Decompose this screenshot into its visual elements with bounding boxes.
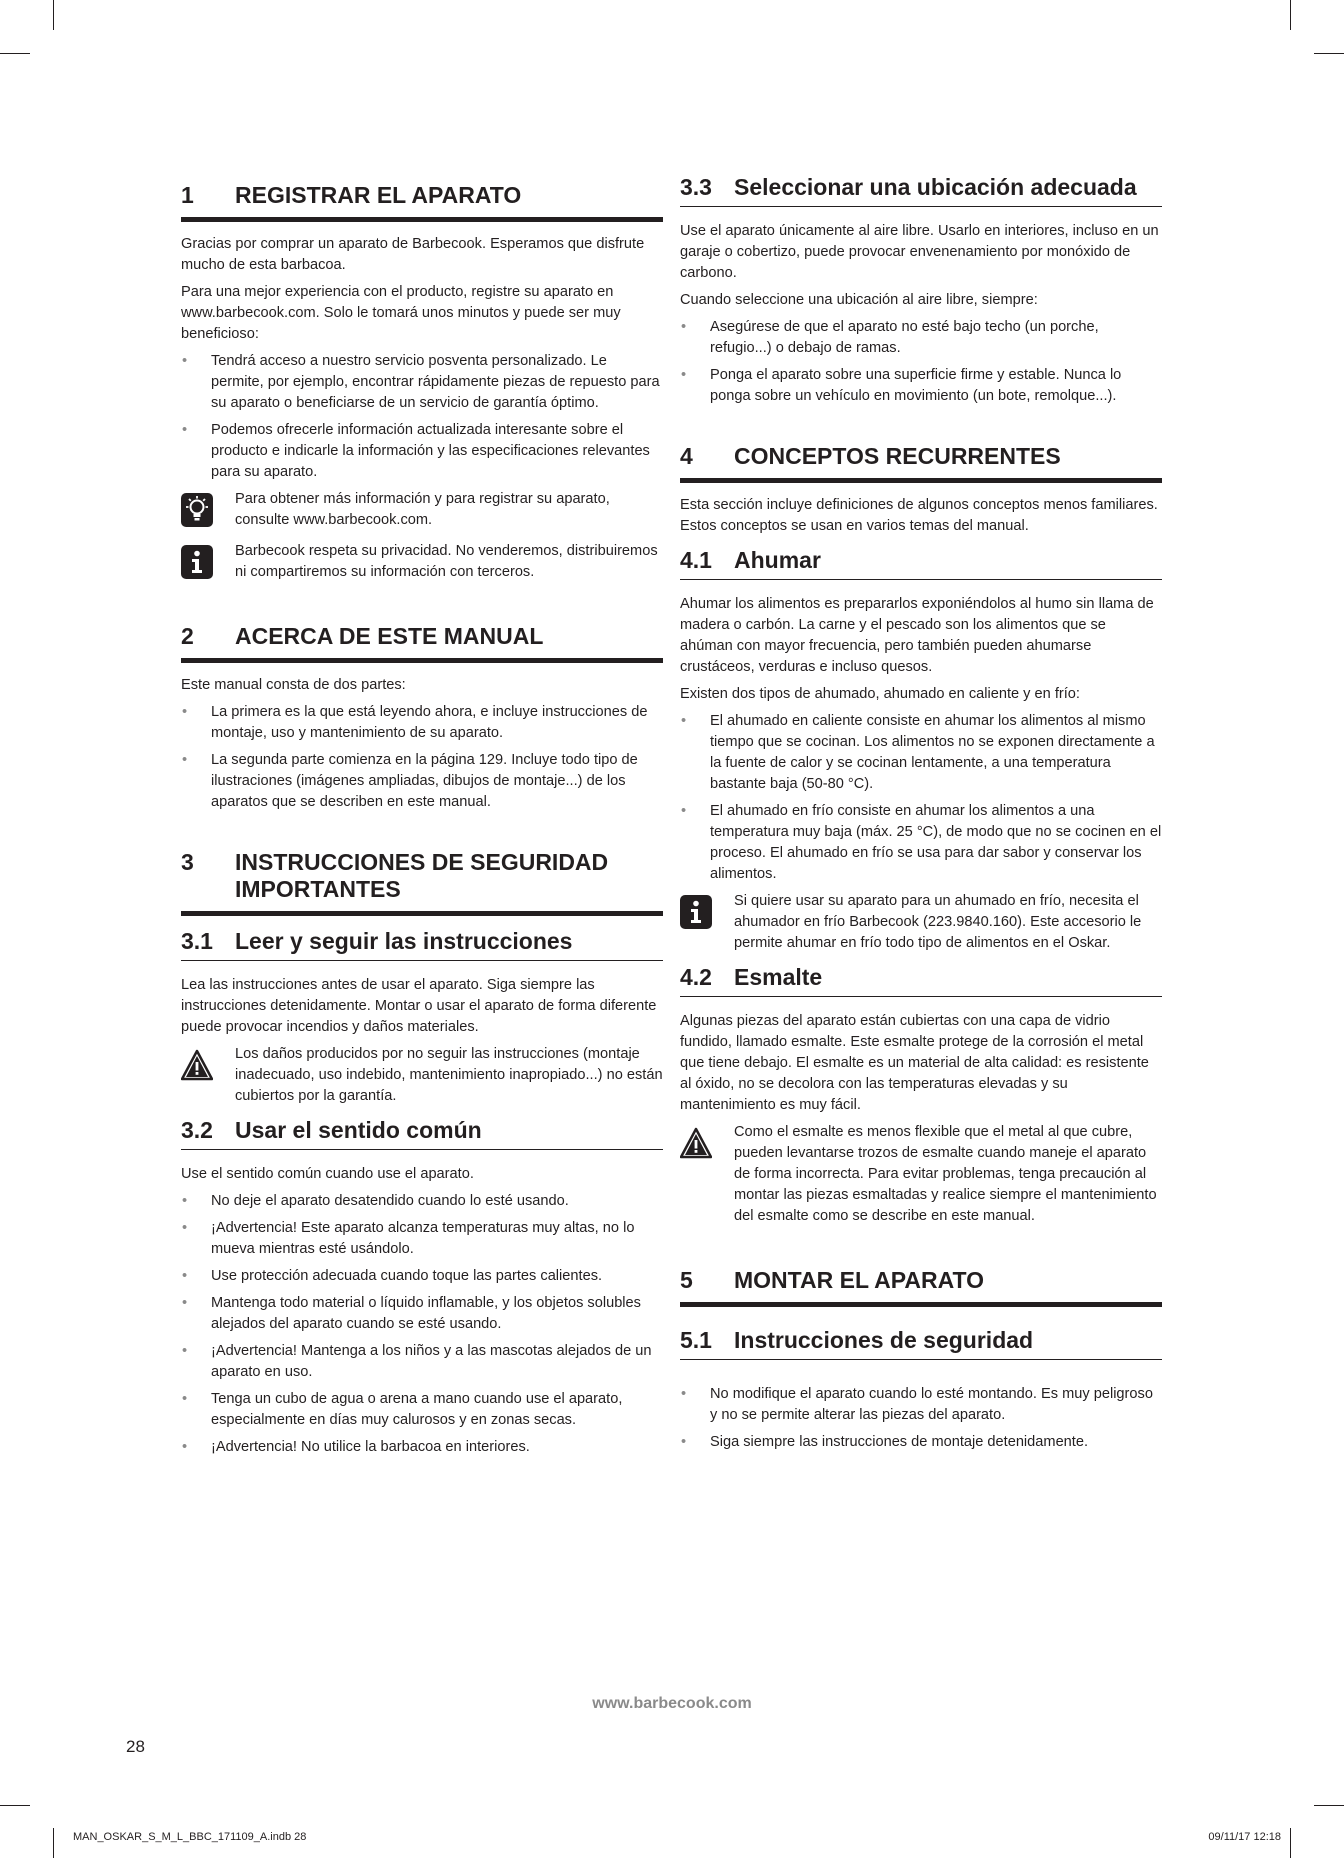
section-number: 4.1: [680, 547, 712, 573]
paragraph: Lea las instrucciones antes de usar el aparato. Siga siempre las instrucciones detenidamente. Montar o usar el aparato de forma diferente puede provocar incendios y daños materiales.: [181, 977, 657, 1035]
paragraph: Para una mejor experiencia con el producto, registre su aparato en www.barbecook.com. Solo le tomará unos minutos y puede ser muy beneficioso:: [181, 284, 621, 342]
paragraph: Use el aparato únicamente al aire libre. Usarlo en interiores, incluso en un garaje o cobertizo, puede provocar envenenamiento por monóxido de carbono.: [680, 223, 1159, 281]
bullet-list: [680, 711, 1162, 885]
section-number: 2: [181, 623, 194, 649]
crop-mark: [0, 1805, 30, 1806]
section-3-1-heading: [181, 928, 663, 961]
warning-note: [680, 1122, 1162, 1227]
list-item: • No modifique el aparato cuando lo esté montando. Es muy peligroso y no se permite alterar las piezas del aparato.: [681, 1386, 1153, 1423]
crop-mark: [53, 0, 54, 30]
section-number: 3.2: [181, 1117, 213, 1143]
list-item: • Tenga un cubo de agua o arena a mano cuando use el aparato, especialmente en días muy calurosos y en zonas secas.: [182, 1391, 623, 1428]
list-item: • Podemos ofrecerle información actualizada interesante sobre el producto e indicarle la información y las especificaciones relevantes para su aparato.: [182, 422, 650, 480]
section-title: Instrucciones de seguridad: [734, 1327, 1034, 1353]
bullet-icon: •: [182, 1268, 188, 1284]
crop-mark: [53, 1828, 54, 1858]
bullet-icon: •: [681, 1434, 687, 1450]
list-item: • El ahumado en caliente consiste en ahumar los alimentos al mismo tiempo que se cocinan. Los alimentos no se exponen directamente a la fuente de calor y se cocinan lentamente, a una temperatura bastante baja (50-80 °C).: [681, 713, 1155, 792]
warning-icon: [181, 1048, 213, 1082]
list-item: • ¡Advertencia! Mantenga a los niños y a las mascotas alejados de un aparato en uso.: [182, 1343, 652, 1380]
section-number: 3: [181, 849, 194, 875]
info-note: [680, 891, 1162, 954]
section-title: Esmalte: [734, 964, 823, 990]
list-item: • Use protección adecuada cuando toque las partes calientes.: [181, 1266, 663, 1287]
section-3-heading: [181, 849, 663, 916]
bullet-icon: •: [182, 1439, 188, 1455]
bullet-icon: •: [182, 1343, 188, 1359]
bullet-icon: •: [182, 752, 188, 768]
section-title: Usar el sentido común: [235, 1117, 482, 1143]
bullet-icon: •: [681, 319, 687, 335]
note-text: Para obtener más información y para registrar su aparato, consulte www.barbecook.com.: [235, 491, 610, 528]
list-item: • El ahumado en frío consiste en ahumar los alimentos a una temperatura muy baja (máx. 25 °C), de modo que no se cocinen en el proceso. El ahumado en frío se usa para dar sabor y conservar los alimentos.: [681, 803, 1162, 882]
section-number: 1: [181, 182, 194, 208]
lightbulb-icon: [181, 493, 213, 527]
paragraph: Esta sección incluye definiciones de algunos conceptos menos familiares. Estos conceptos se usan en varios temas del manual.: [680, 497, 1158, 534]
right-column: [680, 174, 1162, 1459]
list-item: • ¡Advertencia! No utilice la barbacoa en interiores.: [181, 1437, 663, 1458]
section-4-1-heading: [680, 547, 1162, 580]
left-column: [181, 182, 663, 1464]
section-title: Leer y seguir las instrucciones: [235, 928, 573, 954]
section-title-line: IMPORTANTES: [235, 876, 401, 902]
paragraph: Ahumar los alimentos es prepararlos exponiéndolos al humo sin llama de madera o carbón. La carne y el pescado son los alimentos que se ahúman con mayor frecuencia, pero también pueden ahumarse crustáceos, verduras e incluso quesos.: [680, 596, 1154, 675]
note-text: Si quiere usar su aparato para un ahumado en frío, necesita el ahumador en frío Barbecook (223.9840.160). Este accesorio le permite ahumar en frío todo tipo de alimentos en el Oskar.: [734, 893, 1142, 951]
bullet-icon: •: [182, 422, 188, 438]
list-item: • Mantenga todo material o líquido inflamable, y los objetos solubles alejados del aparato cuando se esté usando.: [182, 1295, 641, 1332]
section-number: 4.2: [680, 964, 712, 990]
section-title: CONCEPTOS RECURRENTES: [734, 443, 1061, 469]
paragraph: Gracias por comprar un aparato de Barbecook. Esperamos que disfrute mucho de esta barbacoa.: [181, 236, 645, 273]
section-3-3-heading: [680, 174, 1162, 207]
bullet-list: [680, 1384, 1162, 1453]
crop-mark: [1290, 0, 1291, 30]
section-number: 5.1: [680, 1327, 712, 1353]
section-title-line: INSTRUCCIONES DE SEGURIDAD: [235, 849, 609, 875]
crop-mark: [1314, 53, 1344, 54]
list-item: • La segunda parte comienza en la página 129. Incluye todo tipo de ilustraciones (imágenes ampliadas, dibujos de montaje...) de los aparatos que se describen en este manual.: [182, 752, 638, 810]
section-number: 5: [680, 1267, 693, 1293]
bullet-icon: •: [182, 1220, 188, 1236]
section-2-heading: [181, 623, 663, 663]
bullet-icon: •: [182, 1193, 188, 1209]
bullet-icon: •: [182, 1295, 188, 1311]
note-text: Barbecook respeta su privacidad. No venderemos, distribuiremos ni compartiremos su información con terceros.: [235, 543, 658, 580]
section-4-heading: [680, 443, 1162, 483]
section-title: MONTAR EL APARATO: [734, 1267, 985, 1293]
list-item: • ¡Advertencia! Este aparato alcanza temperaturas muy altas, no lo mueva mientras esté usándolo.: [182, 1220, 635, 1257]
section-number: 3.1: [181, 928, 213, 954]
section-title: Seleccionar una ubicación adecuada: [734, 174, 1137, 200]
warning-note: [181, 1044, 663, 1107]
list-item: • La primera es la que está leyendo ahora, e incluye instrucciones de montaje, uso y mantenimiento de su aparato.: [182, 704, 648, 741]
list-item: • Asegúrese de que el aparato no esté bajo techo (un porche, refugio...) o debajo de ramas.: [681, 319, 1099, 356]
list-item: • Tendrá acceso a nuestro servicio posventa personalizado. Le permite, por ejemplo, encontrar rápidamente piezas de repuesto para su aparato o beneficiarse de un servicio de garantía óptimo.: [182, 353, 660, 411]
paragraph: Existen dos tipos de ahumado, ahumado en caliente y en frío:: [680, 686, 1080, 702]
section-4-2-heading: [680, 964, 1162, 997]
bullet-list: [181, 702, 663, 813]
section-number: 3.3: [680, 174, 712, 200]
bullet-icon: •: [182, 353, 188, 369]
crop-mark: [1314, 1805, 1344, 1806]
note-text: Los daños producidos por no seguir las instrucciones (montaje inadecuado, uso indebido, mantenimiento inapropiado...) no están cubiertos por la garantía.: [235, 1046, 663, 1104]
section-5-heading: [680, 1267, 1162, 1307]
paragraph: Use el sentido común cuando use el aparato.: [181, 1166, 474, 1182]
bullet-icon: •: [681, 713, 687, 729]
info-note: [181, 541, 663, 583]
list-item: • Ponga el aparato sobre una superficie firme y estable. Nunca lo ponga sobre un vehículo en movimiento (un bote, remolque...).: [681, 367, 1122, 404]
page-number: 28: [126, 1737, 145, 1756]
list-item: • Siga siempre las instrucciones de montaje detenidamente.: [680, 1432, 1162, 1453]
warning-icon: [680, 1126, 712, 1160]
paragraph: Algunas piezas del aparato están cubiertas con una capa de vidrio fundido, llamado esmalte. Este esmalte protege de la corrosión el metal que tiene debajo. El esmalte es un material de alta calidad: es resistente al óxido, no se decolora con las temperaturas elevadas y su mantenimiento es muy fácil.: [680, 1013, 1149, 1113]
tip-note: [181, 489, 663, 531]
bullet-icon: •: [681, 367, 687, 383]
list-item: • No deje el aparato desatendido cuando lo esté usando.: [181, 1191, 663, 1212]
info-icon: [181, 545, 213, 579]
bullet-icon: •: [182, 704, 188, 720]
section-3-2-heading: [181, 1117, 663, 1150]
paragraph: Este manual consta de dos partes:: [181, 677, 406, 693]
bullet-icon: •: [182, 1391, 188, 1407]
section-title: REGISTRAR EL APARATO: [235, 182, 522, 208]
bullet-icon: •: [681, 1386, 687, 1402]
section-title: ACERCA DE ESTE MANUAL: [235, 623, 544, 649]
bullet-list: [181, 1191, 663, 1458]
bullet-list: [680, 317, 1162, 407]
section-title: Ahumar: [734, 547, 821, 573]
paragraph: Cuando seleccione una ubicación al aire libre, siempre:: [680, 292, 1038, 308]
bullet-list: [181, 351, 663, 483]
section-number: 4: [680, 443, 693, 469]
section-5-1-heading: [680, 1327, 1162, 1360]
crop-mark: [0, 53, 30, 54]
crop-mark: [1290, 1828, 1291, 1858]
info-icon: [680, 895, 712, 929]
slug-date: 09/11/17 12:18: [1208, 1831, 1281, 1843]
bullet-icon: •: [681, 803, 687, 819]
slug-filename: MAN_OSKAR_S_M_L_BBC_171109_A.indb 28: [73, 1831, 307, 1843]
note-text: Como el esmalte es menos flexible que el metal al que cubre, pueden levantarse trozos de esmalte cuando maneje el aparato de forma incorrecta. Para evitar problemas, tenga precaución al montar las piezas esmaltadas y realice siempre el mantenimiento del esmalte como se describe en este manual.: [734, 1124, 1157, 1224]
footer-website: www.barbecook.com: [592, 1695, 752, 1712]
section-1-heading: [181, 182, 663, 222]
